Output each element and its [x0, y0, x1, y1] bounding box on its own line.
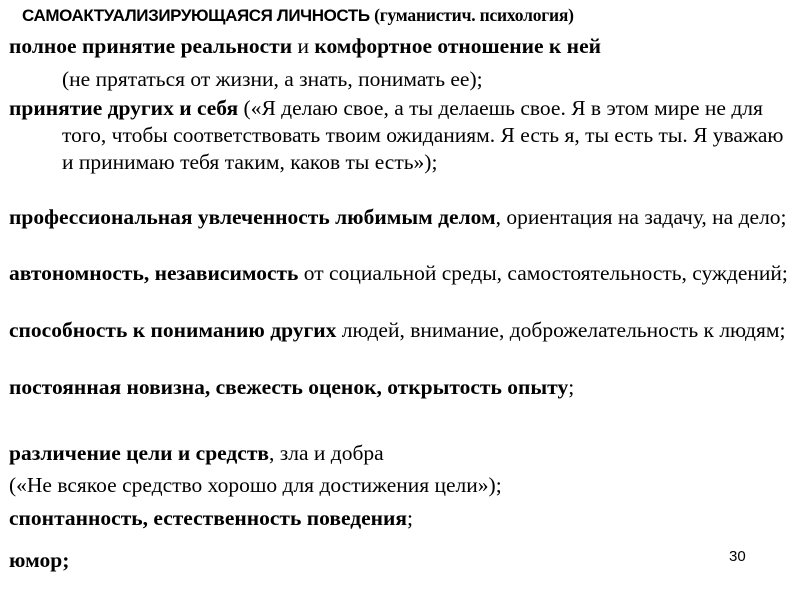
item-bold: принятие других и себя — [9, 96, 239, 120]
item-text: от социальной среды, самостоятельность, суждений; — [298, 261, 788, 285]
page-number: 30 — [729, 548, 746, 565]
list-item-spontaneity — [9, 505, 794, 532]
list-item-reality — [9, 33, 794, 60]
item-bold: профессиональная увлеченность любимым делом — [9, 205, 496, 229]
item-bold: спонтанность, естественность поведения — [9, 506, 408, 530]
item-text: людей, внимание, доброжелательность к людям; — [336, 318, 786, 342]
item-bold: комфортное отношение к ней — [314, 34, 601, 58]
item-bold: полное принятие реальности — [9, 34, 293, 58]
list-item-humor — [9, 547, 794, 574]
title-note: (гуманистич. психология) — [374, 5, 574, 25]
list-item-understanding — [9, 317, 794, 344]
list-item-reality-note — [62, 66, 792, 93]
list-item-novelty — [9, 374, 794, 401]
item-bold: юмор; — [9, 548, 70, 572]
list-item-autonomy — [9, 260, 794, 287]
slide-title — [22, 5, 792, 27]
item-text: («Не всякое средство хорошо для достижения цели»); — [9, 473, 502, 497]
item-text: ; — [407, 506, 414, 530]
list-item-ends-means — [9, 440, 794, 467]
item-text: и — [292, 34, 315, 58]
item-text: ; — [568, 375, 575, 399]
item-bold: постоянная новизна, свежесть оценок, открытость опыту — [9, 375, 569, 399]
list-item-professional — [9, 204, 794, 231]
item-bold: автономность, независимость — [9, 261, 299, 285]
list-item-ends-means-note — [9, 472, 794, 499]
item-text: (не прятаться от жизни, а знать, понимать ее); — [62, 67, 483, 91]
item-text: («Я делаю свое, а ты делаешь свое. Я в этом мире не для того, чтобы соответствовать твоим ожиданиям. Я есть я, ты есть ты. Я уважаю и принимаю тебя таким, каков ты есть»); — [62, 96, 784, 174]
item-bold: способность к пониманию других — [9, 318, 337, 342]
title-main: САМОАКТУАЛИЗИРУЮЩАЯСЯ ЛИЧНОСТЬ — [22, 6, 370, 25]
item-bold: различение цели и средств — [9, 441, 270, 465]
item-text: , зла и добра — [269, 441, 384, 465]
list-item-acceptance — [9, 95, 794, 176]
item-text: , ориентация на задачу, на дело; — [495, 205, 787, 229]
